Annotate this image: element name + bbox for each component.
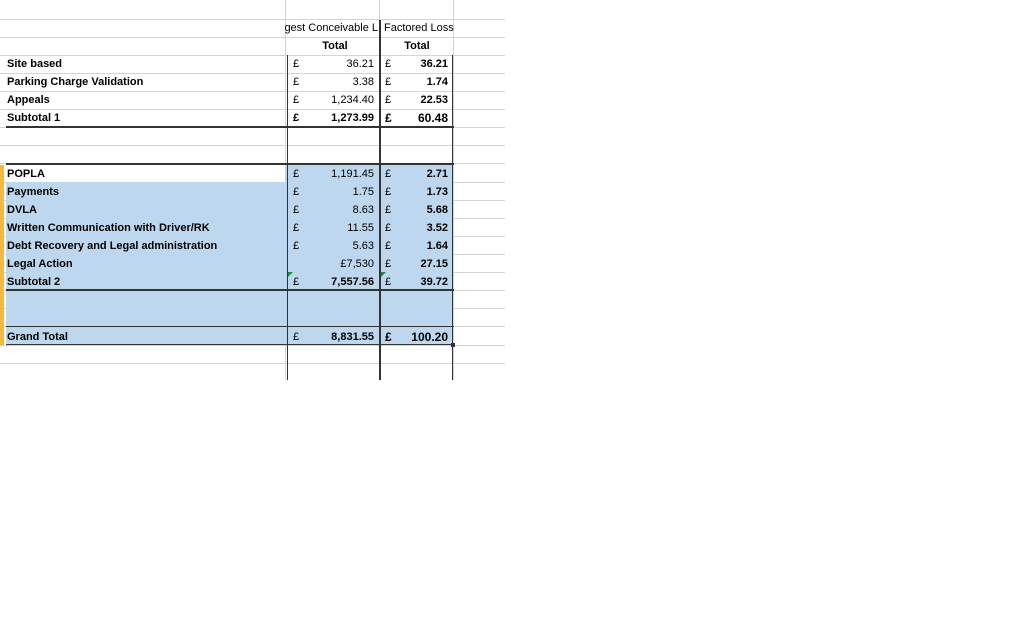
row-selection-marker [0, 165, 4, 345]
error-indicator-icon[interactable] [288, 272, 293, 277]
subheader-total-c: Total [404, 40, 430, 52]
conceivable-value: 11.55 [347, 222, 374, 234]
currency-symbol: £ [385, 58, 392, 70]
factored-value: 60.48 [417, 111, 448, 125]
row-label: Grand Total [7, 331, 68, 343]
conceivable-value: 5.63 [352, 240, 374, 252]
currency-symbol: £ [385, 111, 392, 125]
conceivable-value: 1.75 [352, 186, 374, 198]
column-header-b: gest Conceivable L [284, 22, 378, 34]
currency-symbol: £ [385, 258, 392, 270]
row-label: Legal Action [7, 258, 73, 270]
currency-symbol: £ [385, 168, 392, 180]
factored-value: 3.52 [426, 222, 448, 234]
currency-symbol: £ [293, 76, 300, 88]
currency-symbol: £ [293, 204, 300, 216]
currency-symbol: £ [293, 222, 300, 234]
row-label: Subtotal 2 [7, 276, 61, 288]
currency-symbol: £ [385, 204, 392, 216]
row-label: Site based [7, 58, 63, 70]
currency-symbol: £ [385, 186, 392, 198]
factored-value: 1.73 [426, 186, 448, 198]
factored-value: 1.74 [426, 76, 448, 88]
currency-symbol: £ [293, 240, 300, 252]
currency-symbol: £ [293, 58, 300, 70]
subheader-total-b: Total [322, 40, 348, 52]
factored-value: 27.15 [420, 258, 448, 270]
row-label: Appeals [7, 94, 50, 106]
factored-value: 2.71 [426, 168, 448, 180]
conceivable-value: 1,191.45 [331, 168, 374, 180]
conceivable-value: 8.63 [352, 204, 374, 216]
factored-value: 5.68 [426, 204, 448, 216]
currency-symbol: £ [385, 94, 392, 106]
currency-symbol: £ [385, 240, 392, 252]
row-label: Payments [7, 186, 59, 198]
currency-symbol: £ [293, 276, 300, 288]
currency-symbol: £ [293, 94, 300, 106]
conceivable-value: 36.21 [346, 58, 374, 70]
currency-symbol: £ [385, 276, 392, 288]
spreadsheet-grid[interactable] [0, 0, 505, 380]
conceivable-value: 8,831.55 [331, 331, 374, 343]
row-label: Subtotal 1 [7, 112, 61, 124]
conceivable-value: 1,234.40 [331, 94, 374, 106]
row-label: POPLA [7, 168, 45, 180]
currency-symbol: £ [385, 222, 392, 234]
row-label: DVLA [7, 204, 37, 216]
currency-symbol: £ [385, 330, 392, 344]
conceivable-value: £7,530 [340, 258, 374, 270]
factored-value: 36.21 [420, 58, 448, 70]
currency-symbol: £ [293, 112, 300, 124]
currency-symbol: £ [293, 331, 300, 343]
factored-value: 100.20 [411, 330, 448, 344]
factored-value: 22.53 [420, 94, 448, 106]
row-label: Debt Recovery and Legal administration [7, 240, 218, 252]
factored-value: 1.64 [426, 240, 448, 252]
conceivable-value: 7,557.56 [331, 276, 374, 288]
row-label: Written Communication with Driver/RK [7, 222, 210, 234]
currency-symbol: £ [293, 168, 300, 180]
conceivable-value: 3.38 [352, 76, 374, 88]
factored-value: 39.72 [420, 276, 448, 288]
row-label: Parking Charge Validation [7, 76, 144, 88]
fill-handle[interactable] [451, 343, 455, 347]
currency-symbol: £ [293, 186, 300, 198]
column-header-c: Factored Loss [384, 22, 454, 34]
conceivable-value: 1,273.99 [331, 112, 374, 124]
error-indicator-icon[interactable] [381, 272, 386, 277]
currency-symbol: £ [385, 76, 392, 88]
